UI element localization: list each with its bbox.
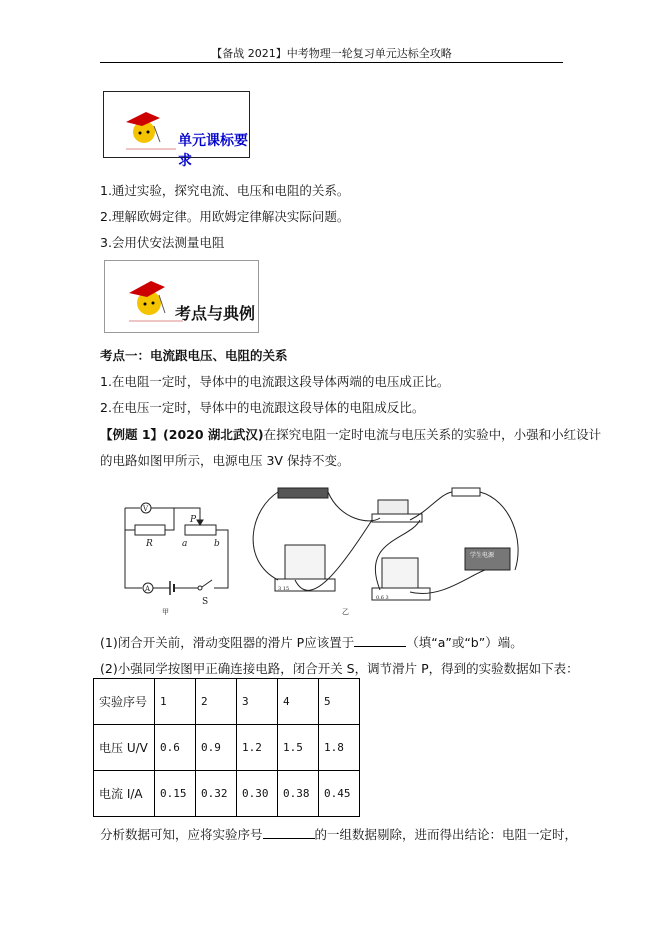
section-heading: 考点一：电流跟电压、电阻的关系 xyxy=(100,348,288,363)
table-cell: 4 xyxy=(278,679,319,725)
figure-label-jia: 甲 xyxy=(162,608,169,615)
table-cell: 1 xyxy=(155,679,196,725)
table-cell: 1.2 xyxy=(237,725,278,771)
answer-blank-1[interactable] xyxy=(354,635,406,647)
table-cell: 0.38 xyxy=(278,771,319,817)
requirement-item: 2.理解欧姆定律。用欧姆定律解决实际问题。 xyxy=(100,209,350,224)
analysis-text-after: 的一组数据剔除，进而得出结论：电阻一定时， xyxy=(314,827,578,842)
q1-text-after: （填“a”或“b”）端。 xyxy=(406,635,523,650)
banner-unit-requirements xyxy=(103,91,250,169)
table-cell: 电压 U/V xyxy=(94,725,155,771)
answer-blank-2[interactable] xyxy=(263,827,315,839)
table-cell: 1.8 xyxy=(319,725,360,771)
question-1 xyxy=(100,633,523,651)
end-b-label: b xyxy=(214,539,220,549)
circuit-diagram-jia xyxy=(125,503,228,615)
header-rule xyxy=(100,62,563,63)
q1-text: (1)闭合开关前，滑动变阻器的滑片 P应该置于 xyxy=(100,635,355,650)
circuit-figure xyxy=(110,480,530,615)
mascot-icon xyxy=(119,271,183,323)
table-row xyxy=(94,771,360,817)
table-cell: 5 xyxy=(319,679,360,725)
example-line-1 xyxy=(100,425,601,443)
table-cell: 0.32 xyxy=(196,771,237,817)
resistor-label: R xyxy=(146,539,153,549)
data-table xyxy=(93,678,360,817)
table-cell: 电流 I/A xyxy=(94,771,155,817)
table-cell: 3 xyxy=(237,679,278,725)
mascot-icon xyxy=(116,104,176,150)
point-item: 1.在电阻一定时，导体中的电流跟这段导体两端的电压成正比。 xyxy=(100,374,450,389)
table-cell: 0.6 xyxy=(155,725,196,771)
banner-key-points xyxy=(104,260,259,333)
ammeter-terminals: 0.6 3 xyxy=(376,595,389,601)
requirement-item: 3.会用伏安法测量电阻 xyxy=(100,235,225,250)
point-item: 2.在电压一定时，导体中的电流跟这段导体的电阻成反比。 xyxy=(100,400,425,415)
question-2: (2)小强同学按图甲正确连接电路，闭合开关 S，调节滑片 P，得到的实验数据如下表： xyxy=(100,661,579,676)
power-supply-label: 学生电源 xyxy=(470,552,495,559)
slider-label: P xyxy=(190,515,197,525)
ammeter-label: A xyxy=(145,585,151,593)
table-cell: 1.5 xyxy=(278,725,319,771)
banner-label: 单元课标要求 xyxy=(178,133,248,169)
figure-label-yi: 乙 xyxy=(342,608,349,615)
requirement-item: 1.通过实验，探究电流、电压和电阻的关系。 xyxy=(100,183,350,198)
table-row xyxy=(94,725,360,771)
example-text: 在探究电阻一定时电流与电压关系的实验中，小强和小红设计 xyxy=(263,427,602,442)
voltmeter-label: V xyxy=(143,505,149,513)
analysis-text: 分析数据可知，应将实验序号 xyxy=(100,827,263,842)
table-cell: 0.15 xyxy=(155,771,196,817)
example-tag: 【例题 1】(2020 湖北武汉) xyxy=(100,427,264,442)
table-cell: 实验序号 xyxy=(94,679,155,725)
example-line-2: 的电路如图甲所示，电源电压 3V 保持不变。 xyxy=(100,453,350,468)
page-header: 【备战 2021】中考物理一轮复习单元达标全攻略 xyxy=(211,47,452,60)
switch-label: S xyxy=(202,597,209,607)
table-cell: 0.9 xyxy=(196,725,237,771)
table-row xyxy=(94,679,360,725)
analysis-line xyxy=(100,825,577,843)
table-cell: 2 xyxy=(196,679,237,725)
table-cell: 0.45 xyxy=(319,771,360,817)
table-cell: 0.30 xyxy=(237,771,278,817)
end-a-label: a xyxy=(182,539,188,549)
voltmeter-terminals: 3 15 xyxy=(278,586,290,592)
apparatus-yi xyxy=(253,488,518,615)
banner-label: 考点与典例 xyxy=(175,304,256,323)
